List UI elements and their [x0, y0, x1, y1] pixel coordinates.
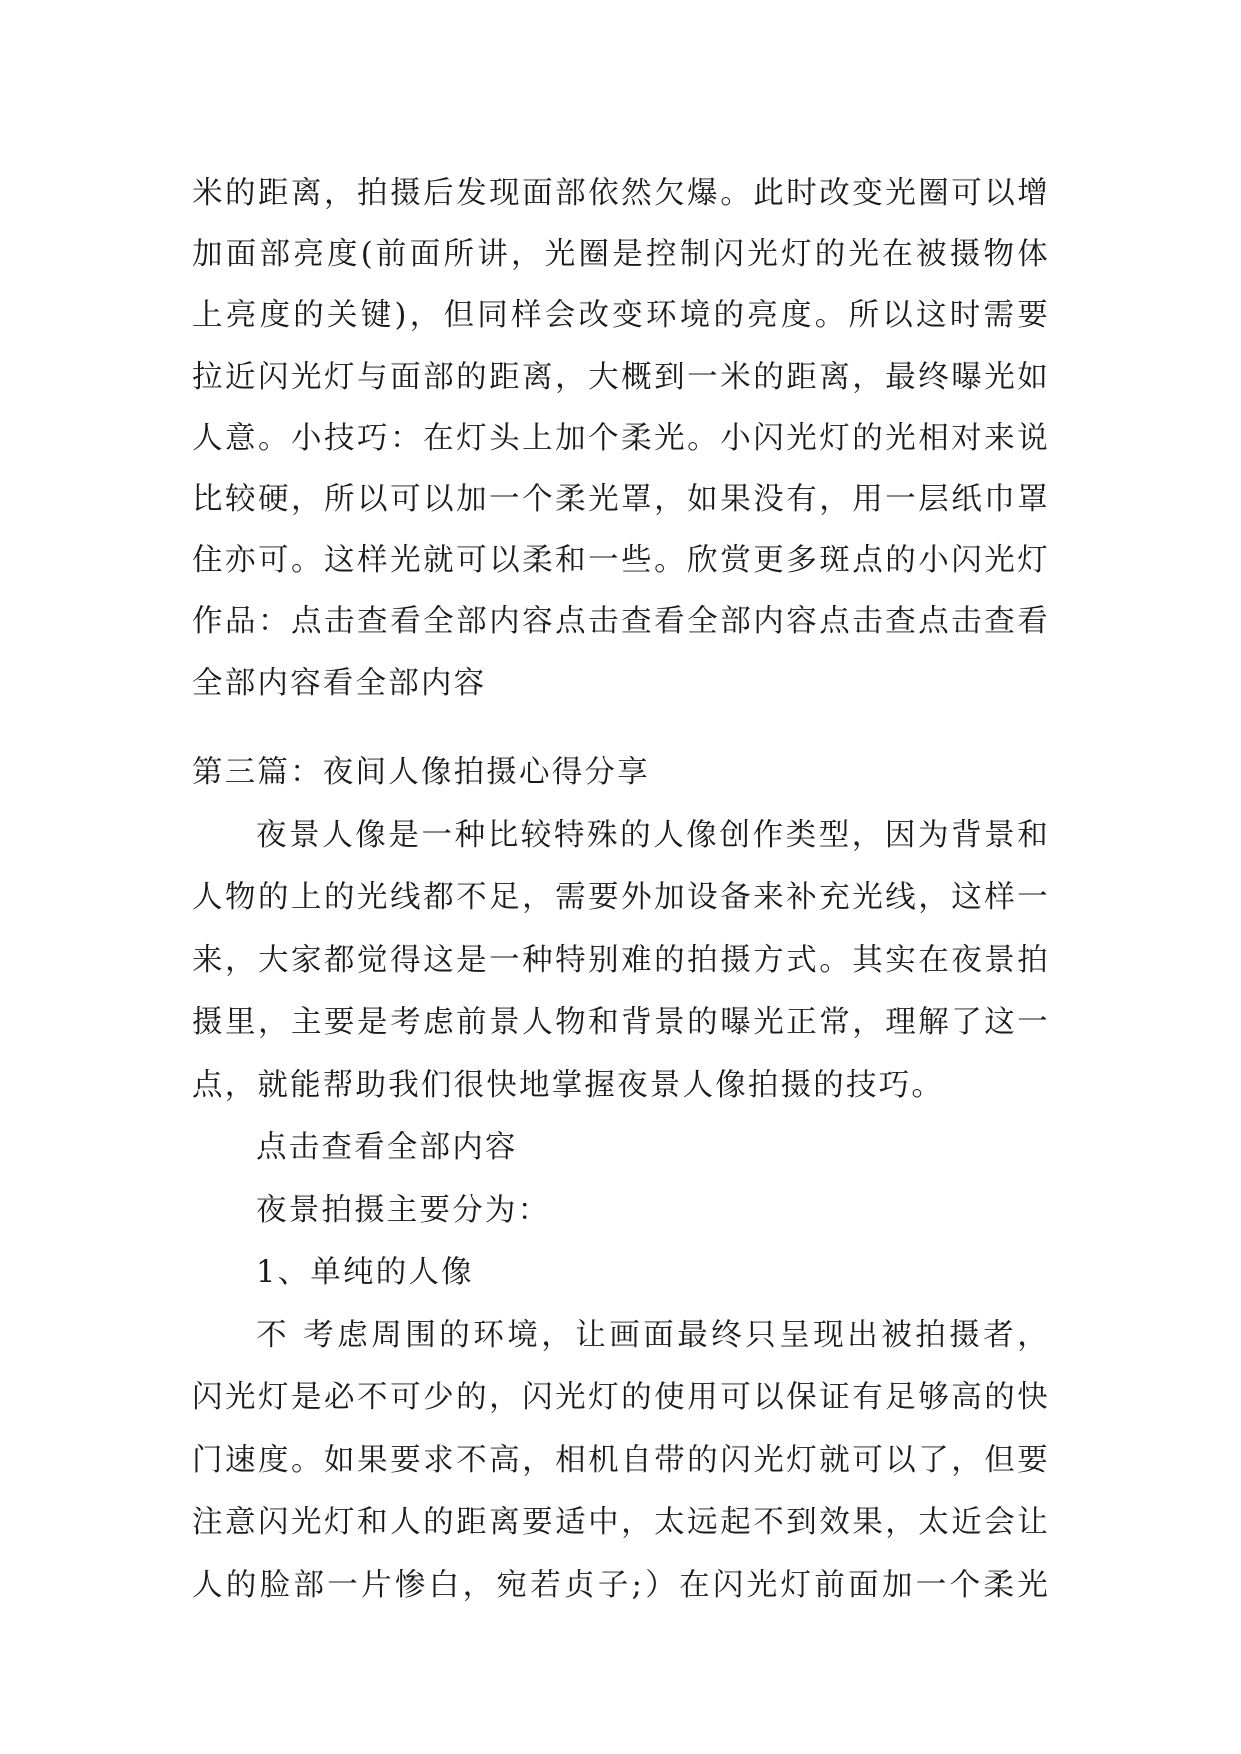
text-line: 点，就能帮助我们很快地掌握夜景人像拍摄的技巧。: [192, 1067, 945, 1103]
text-line: 上亮度的关键)，但同样会改变环境的亮度。所以这时需要: [192, 298, 1050, 334]
text-line: 人物的上的光线都不足，需要外加设备来补充光线，这样一: [192, 880, 1050, 915]
text-line: 来，大家都觉得这是一种特别难的拍摄方式。其实在夜景拍: [192, 942, 1050, 978]
text-line: 注意闪光灯和人的距离要适中，太远起不到效果，太近会让: [192, 1505, 1050, 1540]
text-line: 夜景人像是一种比较特殊的人像创作类型，因为背景和: [256, 817, 1050, 853]
text-line: 摄里，主要是考虑前景人物和背景的曝光正常，理解了这一: [192, 1005, 1050, 1040]
text-line: 全部内容看全部内容: [192, 665, 487, 701]
text-line: 住亦可。这样光就可以柔和一些。欣赏更多斑点的小闪光灯: [192, 543, 1050, 579]
text-line: 人的脸部一片惨白，宛若贞子;）在闪光灯前面加一个柔光: [192, 1567, 1050, 1603]
section-heading: 第三篇：夜间人像拍摄心得分享: [192, 755, 650, 790]
text-line: 闪光灯是必不可少的，闪光灯的使用可以保证有足够高的快: [192, 1380, 1050, 1415]
text-line: 米的距离，拍摄后发现面部依然欠爆。此时改变光圈可以增: [192, 176, 1050, 211]
text-line: 夜景拍摄主要分为：: [256, 1192, 551, 1228]
list-item-heading: 1、单纯的人像: [256, 1255, 474, 1290]
section-three: [192, 742, 1050, 1617]
text-line: 门速度。如果要求不高，相机自带的闪光灯就可以了，但要: [192, 1442, 1050, 1478]
view-all-link-text: 点击查看全部内容: [256, 1130, 518, 1165]
text-line: 不 考虑周围的环境，让画面最终只呈现出被拍摄者，: [256, 1317, 1050, 1353]
text-line: 比较硬，所以可以加一个柔光罩，如果没有，用一层纸巾罩: [192, 482, 1050, 518]
text-line: 作品：点击查看全部内容点击查看全部内容点击查点击查看: [192, 604, 1050, 640]
text-line: 人意。小技巧：在灯头上加个柔光。小闪光灯的光相对来说: [192, 420, 1050, 456]
text-line: 拉近闪光灯与面部的距离，大概到一米的距离，最终曝光如: [192, 359, 1050, 395]
paragraph-continued: [192, 163, 1050, 714]
text-line: 加面部亮度(前面所讲，光圈是控制闪光灯的光在被摄物体: [192, 237, 1050, 273]
